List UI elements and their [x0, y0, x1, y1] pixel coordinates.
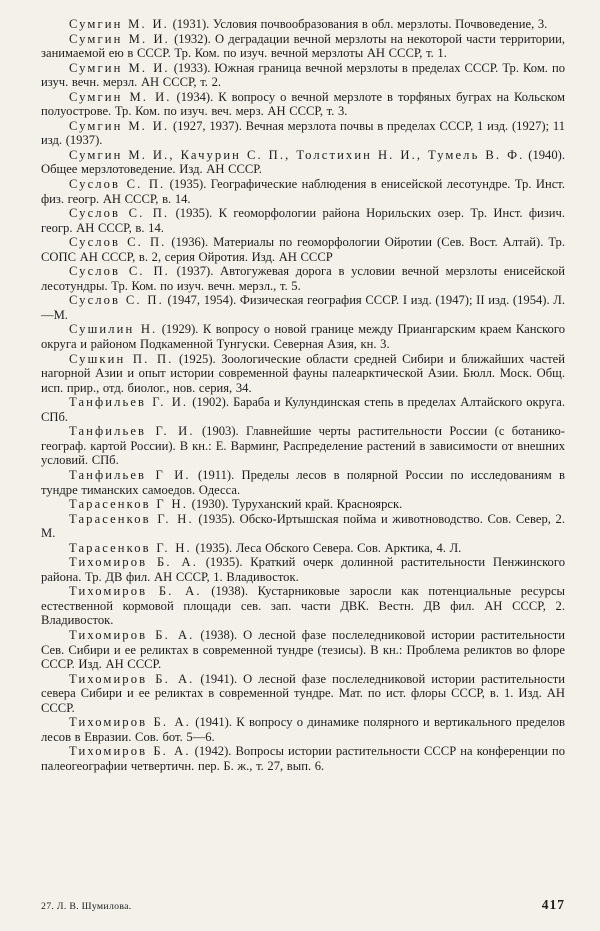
entry-author: Тарасенков Г. Н.: [69, 511, 194, 526]
bibliography-entry: [41, 672, 565, 716]
entry-author: Суслов С. П.: [69, 264, 170, 279]
bibliography-entry: [41, 512, 565, 541]
entry-author: Сумгин М. И.: [69, 31, 170, 46]
bibliography-entry: [41, 322, 565, 351]
entry-author: Суслов С. П.: [69, 293, 164, 308]
entry-author: Суслов С. П.: [69, 206, 170, 221]
entry-text: (1937). Автогужевая дорога в условии вечной мерзлоты енисейской лесотундры. Тр. Ком. по изуч. вечн. мерзл., т. 5.: [41, 264, 565, 293]
entry-author: Тихомиров Б. А.: [69, 715, 191, 730]
printers-note: 27. Л. В. Шумилова.: [41, 901, 132, 912]
entry-text: (1940). Общее мерзлотоведение. Изд. АН СССР.: [41, 147, 565, 177]
bibliography-entry: [41, 744, 565, 773]
entry-text: (1925). Зоологические области средней Сибири и ближайших частей нагорной Азии и опыт истории современной фауны палеарктической Азии. Бюлл. Моск. Общ. исп. прир., отд. биолог., нов. серия, 34.: [41, 351, 565, 395]
bibliography-entry: [41, 61, 565, 90]
bibliography-entry: [41, 555, 565, 584]
bibliography-entry: [41, 468, 565, 497]
entry-author: Танфильев Г. И.: [69, 424, 195, 439]
bibliography-entry: [41, 584, 565, 628]
entry-author: Сушилин Н.: [69, 322, 158, 337]
entry-text: (1902). Бараба и Кулундинская степь в пределах Алтайского округа. СПб.: [41, 395, 565, 424]
entry-text: (1935). Краткий очерк долинной растительности Пенжинского района. Тр. ДВ фил. АН СССР, 1. Владивосток.: [41, 555, 565, 584]
entry-text: (1935). Географические наблюдения в енисейской лесотундре. Тр. Инст. физ. геогр. АН СССР, в. 14.: [41, 177, 566, 206]
entry-author: Сумгин М. И.: [69, 89, 172, 104]
entry-author: Тарасенков Г Н.: [69, 497, 188, 512]
entry-author: Сумгин М. И.: [69, 17, 169, 31]
bibliography-entry: [41, 424, 565, 468]
bibliography-entry: [41, 148, 565, 177]
entry-author: Суслов С. П.: [69, 177, 166, 192]
bibliography-entry: [41, 352, 565, 396]
entry-text: (1934). К вопросу о вечной мерзлоте в торфяных буграх на Кольском полуострове. Тр. Ком. по изуч. веч. мерз. АН СССР, т. 3.: [41, 89, 565, 119]
entry-author: Тарасенков Г. Н.: [69, 540, 192, 555]
bibliography-entry: [41, 395, 565, 424]
bibliography-entry: [41, 715, 565, 744]
bibliography-entry: [41, 264, 565, 293]
entry-text: (1929). К вопросу о новой границе между Приангарским краем Канского округа и районом Подкаменной Тунгуски. Северная Азия, кн. 3.: [41, 322, 565, 352]
entry-text: (1911). Пределы лесов в полярной России по исследованиям в тундре тиманских самоедов. Одесса.: [41, 467, 565, 497]
entry-text: (1930). Туруханский край. Красноярск.: [187, 497, 403, 512]
entry-text: (1932). О деградации вечной мерзлоты на некоторой части территории, занимаемой ею в СССР. Тр. Ком. по изуч. вечной мерзлоты АН СССР, т. 1.: [41, 31, 565, 61]
entry-author: Тихомиров Б. А.: [69, 627, 195, 642]
bibliography-list: [41, 17, 565, 773]
entry-author: Сумгин М. И.: [69, 118, 170, 133]
entry-text: (1927, 1937). Вечная мерзлота почвы в пределах СССР, 1 изд. (1927); 11 изд. (1937).: [41, 118, 565, 148]
entry-author: Тихомиров Б. А.: [69, 671, 195, 686]
entry-text: (1941). К вопросу о динамике полярного и вертикального пределов лесов в Евразии. Сов. бот. 5—6.: [41, 715, 565, 744]
bibliography-entry: [41, 32, 565, 61]
entry-text: (1931). Условия почвообразования в обл. мерзлоты. Почвоведение, 3.: [168, 17, 548, 31]
entry-author: Сумгин М. И., Качурин С. П., Толстихин Н. И., Тумель В. Ф.: [69, 147, 525, 162]
page-number: 417: [541, 897, 565, 912]
page-footer: [41, 897, 565, 913]
bibliography-entry: [41, 497, 565, 512]
bibliography-entry: [41, 293, 565, 322]
bibliography-entry: [41, 628, 565, 672]
bibliography-entry: [41, 90, 565, 119]
bibliography-entry: [41, 119, 565, 148]
entry-author: Сумгин М. И.: [69, 60, 170, 75]
entry-author: Тихомиров Б. А.: [69, 744, 191, 759]
bibliography-entry: [41, 235, 565, 264]
entry-text: (1941). О лесной фазе послеледниковой истории растительности севера Сибири и ее реликтах в современной тундре. Мат. по ист. флоры СССР, в. 1. Изд. АН СССР.: [41, 671, 565, 715]
entry-author: Танфильев Г. И.: [69, 395, 189, 410]
entry-text: (1933). Южная граница вечной мерзлоты в пределах СССР. Тр. Ком. по изуч. вечн. мерзл. АН СССР, т. 2.: [41, 60, 565, 90]
entry-text: (1938). Кустарниковые заросли как потенциальные ресурсы естественной кормовой площади сев. зап. части ДВК. Вестн. ДВ фил. АН СССР, 2. Владивосток.: [41, 584, 565, 628]
entry-author: Тихомиров Б. А.: [69, 584, 202, 599]
entry-text: (1942). Вопросы истории растительности СССР на конференции по палеогеографии четвертичн. пер. Б. ж., т. 27, вып. 6.: [41, 744, 565, 773]
entry-author: Суслов С. П.: [69, 235, 167, 250]
entry-text: (1935). Обско-Иртышская пойма и животноводство. Сов. Север, 2. М.: [41, 511, 565, 541]
bibliography-entry: [41, 541, 565, 556]
entry-author: Тихомиров Б. А.: [69, 555, 198, 570]
bibliography-entry: [41, 177, 565, 206]
entry-text: (1938). О лесной фазе послеледниковой истории растительности Сев. Сибири и ее реликтах в современной тундре (тезисы). В кн.: Проблема реликтов во флоре СССР. Изд. АН СССР.: [41, 627, 565, 672]
bibliography-entry: [41, 17, 565, 32]
entry-author: Танфильев Г И.: [69, 467, 191, 482]
entry-text: (1935). К геоморфологии района Норильских озер. Тр. Инст. физич. геогр. АН СССР, в. 14.: [41, 206, 565, 235]
entry-text: (1935). Леса Обского Севера. Сов. Арктика, 4. Л.: [191, 540, 462, 555]
entry-text: (1903). Главнейшие черты растительности России (с ботанико-географ. картой России). В кн.: Е. Варминг, Распределение растений в зависимости от внешних условий. СПб.: [41, 424, 565, 468]
entry-author: Сушкин П. П.: [69, 351, 174, 366]
bibliography-entry: [41, 206, 565, 235]
entry-text: (1947, 1954). Физическая география СССР. I изд. (1947); II изд. (1954). Л.—М.: [41, 293, 565, 322]
entry-text: (1936). Материалы по геоморфологии Ойротии (Сев. Вост. Алтай). Тр. СОПС АН СССР, в. 2, серия Ойротия. Изд. АН СССР: [41, 235, 565, 264]
